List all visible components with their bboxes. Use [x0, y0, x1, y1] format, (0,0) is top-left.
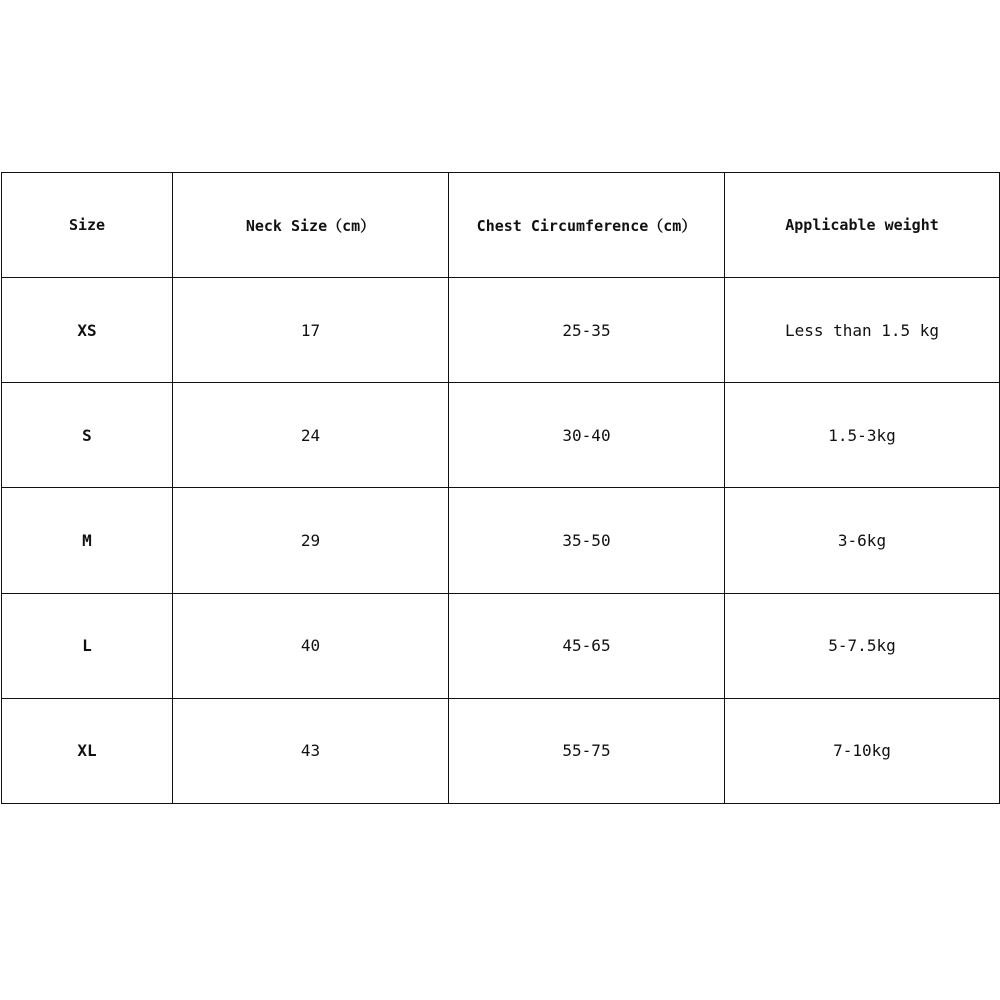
cell-chest-circumference: 55-75 [449, 698, 725, 803]
header-neck-size: Neck Size（cm） [173, 173, 449, 278]
cell-size: L [2, 593, 173, 698]
cell-neck-size: 43 [173, 698, 449, 803]
table-row [2, 698, 1000, 803]
header-chest-circumference: Chest Circumference（cm） [449, 173, 725, 278]
cell-applicable-weight: 7-10kg [725, 698, 1000, 803]
cell-applicable-weight: 1.5-3kg [725, 383, 1000, 488]
table-row [2, 593, 1000, 698]
cell-applicable-weight: 5-7.5kg [725, 593, 1000, 698]
table-row [2, 278, 1000, 383]
cell-neck-size: 17 [173, 278, 449, 383]
cell-chest-circumference: 35-50 [449, 488, 725, 593]
cell-neck-size: 40 [173, 593, 449, 698]
cell-neck-size: 24 [173, 383, 449, 488]
table-row [2, 383, 1000, 488]
table-row [2, 488, 1000, 593]
cell-chest-circumference: 30-40 [449, 383, 725, 488]
cell-neck-size: 29 [173, 488, 449, 593]
cell-size: XL [2, 698, 173, 803]
header-applicable-weight: Applicable weight [725, 173, 1000, 278]
header-size: Size [2, 173, 173, 278]
size-chart-table [1, 172, 1000, 804]
cell-size: M [2, 488, 173, 593]
cell-size: XS [2, 278, 173, 383]
cell-chest-circumference: 25-35 [449, 278, 725, 383]
cell-size: S [2, 383, 173, 488]
cell-applicable-weight: Less than 1.5 kg [725, 278, 1000, 383]
cell-chest-circumference: 45-65 [449, 593, 725, 698]
cell-applicable-weight: 3-6kg [725, 488, 1000, 593]
header-row [2, 173, 1000, 278]
